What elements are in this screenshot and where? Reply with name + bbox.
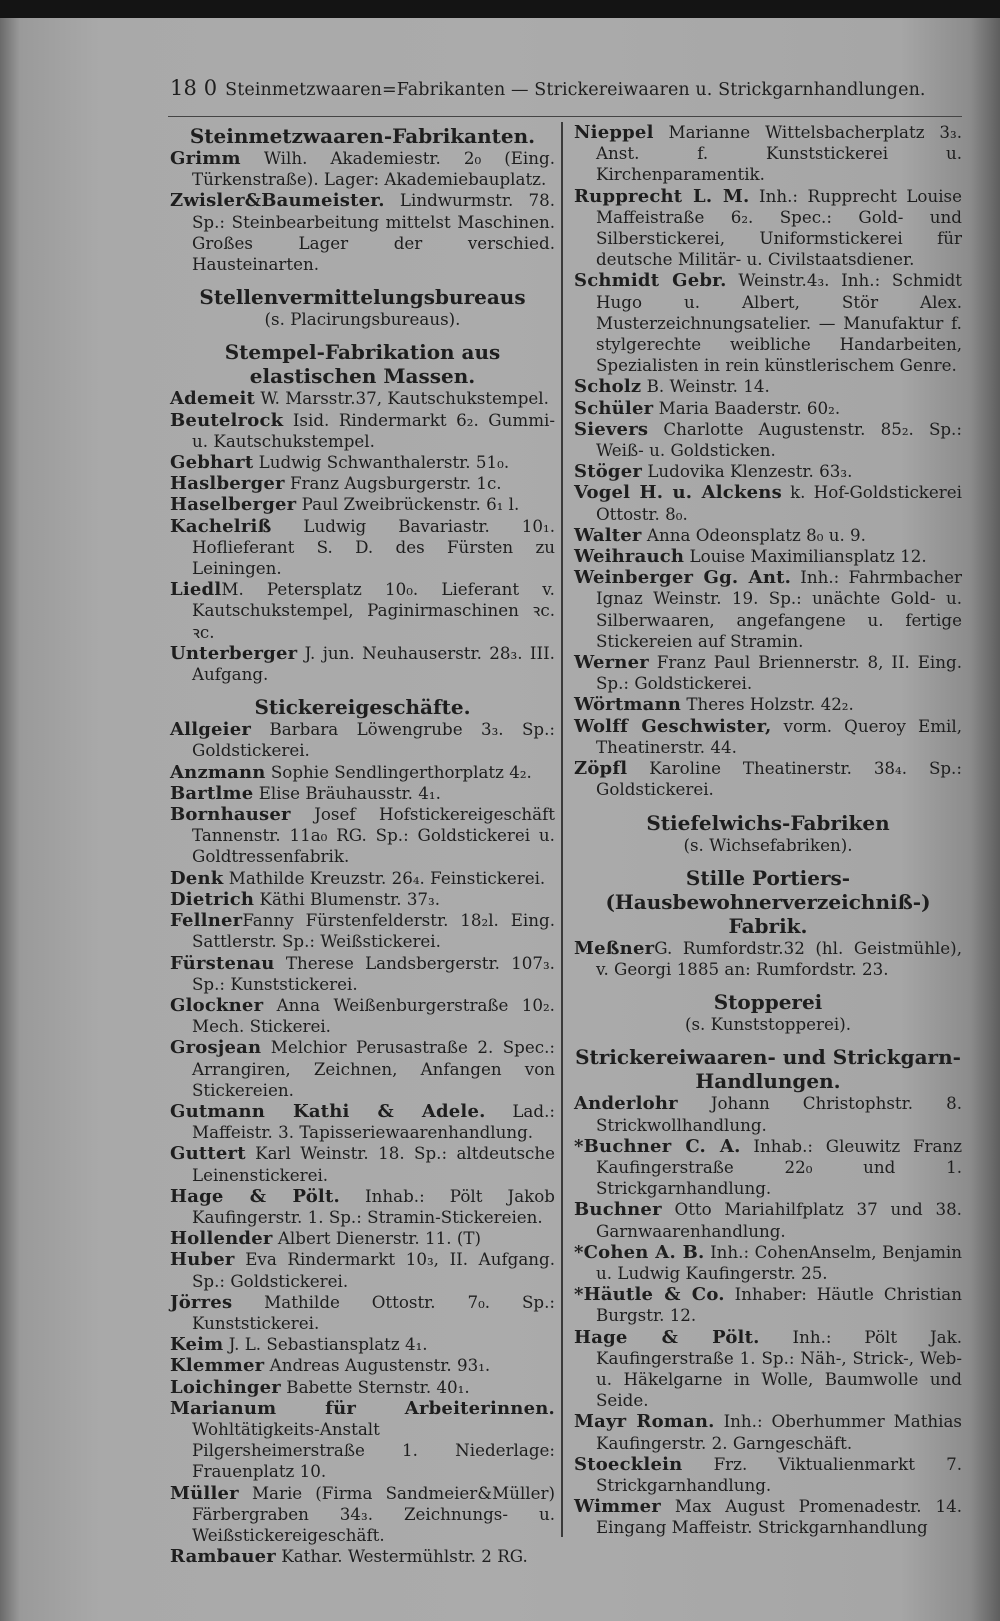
directory-entry xyxy=(574,567,962,652)
entry-name: Meßner xyxy=(574,937,655,959)
entry-details: Inh.: CohenAnselm, Benjamin u. Ludwig Kaufingerstr. 25. xyxy=(596,1241,962,1283)
entry-details: Inhab.: Gleuwitz Franz Kaufingerstraße 22₀ und 1. Strickgarnhandlung. xyxy=(596,1135,962,1199)
directory-entry xyxy=(170,452,555,473)
entry-name: Liedl xyxy=(170,579,222,601)
entry-name: Weinberger Gg. Ant. xyxy=(574,567,792,589)
section-title: Stickereigeschäfte. xyxy=(254,695,471,720)
entry-name: Stoecklein xyxy=(574,1453,683,1475)
entry-name: Grosjean xyxy=(170,1037,262,1059)
section-title: Stellenvermittelungsbureaus xyxy=(199,285,526,310)
entry-details: Franz Augsburgerstr. 1c. xyxy=(284,473,502,494)
directory-entry xyxy=(574,758,962,800)
directory-entry xyxy=(170,190,555,275)
entry-details: Anna Odeonsplatz 8₀ u. 9. xyxy=(641,524,866,545)
header-rule xyxy=(168,116,962,117)
entry-details: Karoline Theatinerstr. 38₄. Sp.: Goldstickerei. xyxy=(596,758,962,800)
directory-entry xyxy=(170,1398,555,1483)
entry-details: Inhab.: Pölt Jakob Kaufingerstr. 1. Sp.: Stramin-Stickereien. xyxy=(192,1185,555,1227)
entry-details: B. Weinstr. 14. xyxy=(641,376,770,397)
entry-details: Ludwig Bavariastr. 10₁. Hoflieferant S. D. des Fürsten zu Leiningen. xyxy=(192,515,555,579)
cross-reference: (s. Wichsefabriken). xyxy=(683,834,853,855)
entry-details: Maria Baaderstr. 60₂. xyxy=(653,397,841,418)
entry-details: Melchior Perusastraße 2. Spec.: Arrangiren, Zeichnen, Anfangen von Stickereien. xyxy=(192,1037,555,1100)
entry-details: Elise Bräuhausstr. 4₁. xyxy=(253,782,441,803)
directory-entry xyxy=(170,643,555,685)
directory-entry xyxy=(574,652,962,694)
directory-entry xyxy=(170,719,555,761)
directory-entry xyxy=(170,1546,555,1567)
entry-name: Denk xyxy=(170,867,224,889)
entry-details: Josef Hofstickereigeschäft Tannenstr. 11a₀ RG. Sp.: Goldstickerei u. Goldtressenfabrik. xyxy=(192,804,555,867)
entry-details: Franz Paul Briennerstr. 8, II. Eing. Sp.: Goldstickerei. xyxy=(596,652,962,694)
directory-entry xyxy=(574,376,962,397)
entry-name: Weihrauch xyxy=(574,546,685,568)
entry-name: Huber xyxy=(170,1249,235,1271)
entry-details: Johann Christophstr. 8. Strickwollhandlung. xyxy=(596,1093,962,1135)
entry-details: Inh.: Pölt Jak. Kaufingerstraße 1. Sp.: Näh-, Strick-, Web- u. Häkelgarne in Wolle, Baumwolle und Seide. xyxy=(596,1326,963,1411)
entry-name: Haselberger xyxy=(170,494,297,516)
directory-entry xyxy=(574,270,962,376)
entry-details: Ludovika Klenzestr. 63₃. xyxy=(642,461,853,482)
directory-entry xyxy=(170,1377,555,1398)
directory-entry xyxy=(574,938,962,980)
section-title: Stopperei xyxy=(713,990,823,1015)
entry-details: Mathilde Kreuzstr. 26₄. Feinstickerei. xyxy=(223,867,546,888)
running-title: Steinmetzwaaren=Fabrikanten — Strickereiwaaren u. Strickgarnhandlungen. xyxy=(225,80,926,100)
directory-entry xyxy=(170,1228,555,1249)
section-title: Stiefelwichs-Fabriken xyxy=(646,810,890,835)
entry-name: Gutmann Kathi & Adele. xyxy=(170,1100,486,1122)
entry-name: Allgeier xyxy=(170,719,252,741)
entry-name: Rambauer xyxy=(170,1546,276,1568)
entry-name: Rupprecht L. M. xyxy=(574,185,750,207)
entry-details: Marianne Wittelsbacherplatz 3₃. Anst. f. Kunststickerei u. Kirchenparamentik. xyxy=(596,122,962,185)
directory-entry xyxy=(574,1242,962,1284)
entry-details: Charlotte Augustenstr. 85₂. Sp.: Weiß- u. Goldsticken. xyxy=(596,418,962,461)
directory-entry xyxy=(170,762,555,783)
entry-details: Lindwurmstr. 78. Sp.: Steinbearbeitung mittelst Maschinen. Großes Lager der verschied. Hausteinarten. xyxy=(192,190,555,275)
entry-name: Jörres xyxy=(170,1291,233,1313)
directory-entry xyxy=(170,1292,555,1334)
directory-entry xyxy=(574,461,962,482)
entry-details: Anna Weißenburgerstraße 10₂. Mech. Stickerei. xyxy=(192,994,555,1037)
directory-entry xyxy=(170,1143,555,1185)
directory-entry xyxy=(574,1284,962,1326)
entry-name: Wimmer xyxy=(574,1496,661,1518)
directory-entry xyxy=(574,122,962,186)
entry-details: Wilh. Akademiestr. 2₀ (Eing. Türkenstraße). Lager: Akademiebauplatz. xyxy=(192,148,555,190)
entry-name: Schüler xyxy=(574,397,654,419)
directory-entry xyxy=(170,410,555,452)
directory-entry xyxy=(574,1496,962,1538)
directory-entry xyxy=(574,1454,962,1496)
directory-entry xyxy=(170,868,555,889)
section-title: Steinmetzwaaren-Fabrikanten. xyxy=(189,124,536,148)
page-number: 18 0 xyxy=(170,76,218,100)
directory-entry xyxy=(170,804,555,868)
directory-entry xyxy=(574,1136,962,1200)
entry-details: Inh.: Fahrmbacher Ignaz Weinstr. 19. Sp.: unächte Gold- u. Silberwaaren, angefangene u. fertige Stickereien auf Stramin. xyxy=(596,567,962,651)
running-header xyxy=(170,76,960,100)
entry-name: Sievers xyxy=(574,418,649,440)
entry-name: Grimm xyxy=(170,148,241,169)
entry-details: W. Marsstr.37, Kautschukstempel. xyxy=(255,388,549,409)
entry-details: Paul Zweibrückenstr. 6₁ l. xyxy=(296,494,520,515)
entry-name: Glockner xyxy=(170,994,264,1016)
directory-entry xyxy=(574,1411,962,1453)
entry-name: Bartlme xyxy=(170,782,254,804)
section-title: Stempel-Fabrikation aus elastischen Massen. xyxy=(224,340,501,389)
directory-entry xyxy=(574,1199,962,1241)
entry-name: Hollender xyxy=(170,1228,273,1250)
directory-entry xyxy=(574,1093,962,1135)
directory-entry xyxy=(170,494,555,515)
entry-details: Isid. Rindermarkt 6₂. Gummi- u. Kautschukstempel. xyxy=(192,409,555,451)
column-divider xyxy=(561,122,563,1537)
entry-details: Inhaber: Häutle Christian Burgstr. 12. xyxy=(596,1284,962,1326)
entry-details: vorm. Queroy Emil, Theatinerstr. 44. xyxy=(596,715,963,757)
entry-details: Weinstr.4₃. Inh.: Schmidt Hugo u. Albert, Stör Alex. Musterzeichnungsatelier. — Manufaktur f. stylgerechte weibliche Handarbeiten, Spezialisten in rein künstlerischem Genre. xyxy=(596,270,962,376)
directory-entry xyxy=(170,1334,555,1355)
directory-entry xyxy=(170,516,555,580)
entry-details: Eva Rindermarkt 10₃, II. Aufgang. Sp.: Goldstickerei. xyxy=(192,1249,555,1291)
directory-entry xyxy=(574,482,962,524)
entry-details: Käthi Blumenstr. 37₃. xyxy=(254,888,441,909)
entry-details: Mathilde Ottostr. 7₀. Sp.: Kunststickerei. xyxy=(192,1291,555,1333)
directory-entry xyxy=(170,783,555,804)
entry-details: G. Rumfordstr.32 (hl. Geistmühle), v. Georgi 1885 an: Rumfordstr. 23. xyxy=(596,937,962,979)
directory-entry xyxy=(574,716,962,758)
entry-details: Babette Sternstr. 40₁. xyxy=(281,1376,470,1397)
entry-name: Mayr Roman. xyxy=(574,1411,715,1433)
directory-entry xyxy=(170,388,555,409)
entry-details: Sophie Sendlingerthorplatz 4₂. xyxy=(265,761,532,782)
entry-details: Lad.: Maffeistr. 3. Tapisseriewaarenhandlung. xyxy=(192,1100,555,1143)
entry-name: Zwisler&Baumeister. xyxy=(170,190,385,212)
entry-details: Theres Holzstr. 42₂. xyxy=(681,694,854,715)
entry-name: Bornhauser xyxy=(170,804,291,826)
entry-name: Kachelriß xyxy=(170,515,272,537)
entry-details: J. jun. Neuhauserstr. 28₃. III. Aufgang. xyxy=(192,642,555,685)
entry-name: Wörtmann xyxy=(574,694,682,716)
entry-details: M. Petersplatz 10₀. Lieferant v. Kautschukstempel, Paginirmaschinen ꝛc. ꝛc. xyxy=(192,579,555,642)
directory-entry xyxy=(574,419,962,461)
scanned-page xyxy=(0,18,1000,1621)
directory-entry xyxy=(170,148,555,190)
directory-entry xyxy=(574,694,962,715)
directory-entry xyxy=(170,889,555,910)
entry-name: Zöpfl xyxy=(574,758,628,780)
entry-name: Müller xyxy=(170,1482,239,1504)
section-title: Stille Portiers- (Hausbewohnerverzeichniß-) Fabrik. xyxy=(605,865,931,938)
entry-details: Frz. Viktualienmarkt 7. Strickgarnhandlung. xyxy=(596,1453,962,1495)
entry-details: Therese Landsbergerstr. 107₃. Sp.: Kunststickerei. xyxy=(192,952,555,994)
directory-entry xyxy=(170,995,555,1037)
entry-details: Otto Mariahilfplatz 37 und 38. Garnwaarenhandlung. xyxy=(596,1199,962,1241)
entry-details: Andreas Augustenstr. 93₁. xyxy=(264,1355,491,1376)
entry-details: Max August Promenadestr. 14. Eingang Maffeistr. Strickgarnhandlung xyxy=(596,1496,962,1538)
directory-entry xyxy=(170,1483,555,1547)
right-column xyxy=(574,122,962,1539)
entry-name: Dietrich xyxy=(170,888,255,910)
entry-details: Inh.: Rupprecht Louise Maffeistraße 6₂. Spec.: Gold- und Silberstickerei, Uniformstickerei für deutsche Militär- u. Civilstaatsdiener. xyxy=(596,185,962,270)
entry-name: Buchner xyxy=(574,1199,662,1221)
entry-name: Beutelrock xyxy=(170,409,284,431)
directory-entry xyxy=(574,525,962,546)
entry-name: Keim xyxy=(170,1334,224,1356)
entry-name: Anderlohr xyxy=(574,1093,678,1115)
entry-name: Wolff Geschwister, xyxy=(574,715,772,737)
entry-details: Louise Maximiliansplatz 12. xyxy=(684,546,927,567)
entry-name: Guttert xyxy=(170,1143,246,1165)
entry-name: *Häutle & Co. xyxy=(574,1284,725,1306)
entry-name: Anzmann xyxy=(170,761,266,783)
entry-name: Hage & Pölt. xyxy=(170,1185,340,1207)
entry-name: Walter xyxy=(574,524,642,546)
entry-details: Marie (Firma Sandmeier&Müller) Färbergraben 34₃. Zeichnungs- u. Weißstickereigeschäft. xyxy=(192,1482,555,1545)
cross-reference: (s. Kunststopperei). xyxy=(684,1014,852,1035)
entry-name: Vogel H. u. Alckens xyxy=(574,482,782,504)
entry-name: Hage & Pölt. xyxy=(574,1326,760,1348)
entry-details: Inh.: Oberhummer Mathias Kaufingerstr. 2. Garngeschäft. xyxy=(596,1411,962,1453)
entry-name: Marianum für Arbeiterinnen. xyxy=(170,1397,555,1419)
directory-entry xyxy=(170,1101,555,1143)
entry-name: *Buchner C. A. xyxy=(574,1135,741,1157)
entry-details: Kathar. Westermühlstr. 2 RG. xyxy=(275,1546,528,1567)
entry-name: Gebhart xyxy=(170,452,254,474)
entry-details: Wohltätigkeits-Anstalt Pilgersheimerstraße 1. Niederlage: Frauenplatz 10. xyxy=(192,1418,555,1482)
entry-details: Ludwig Schwanthalerstr. 51₀. xyxy=(253,452,510,473)
entry-details: Karl Weinstr. 18. Sp.: altdeutsche Leinenstickerei. xyxy=(192,1143,555,1185)
directory-entry xyxy=(574,398,962,419)
cross-reference: (s. Placirungsbureaus). xyxy=(264,309,461,330)
directory-entry xyxy=(170,1037,555,1101)
entry-name: Loichinger xyxy=(170,1376,281,1398)
entry-name: Ademeit xyxy=(170,388,256,410)
entry-name: Klemmer xyxy=(170,1355,265,1377)
directory-entry xyxy=(574,546,962,567)
entry-name: Fellner xyxy=(170,910,243,932)
entry-details: k. Hof-Goldstickerei Ottostr. 8₀. xyxy=(596,482,962,524)
directory-entry xyxy=(170,953,555,995)
directory-entry xyxy=(170,1249,555,1291)
directory-entry xyxy=(170,473,555,494)
directory-entry xyxy=(170,910,555,952)
entry-name: Nieppel xyxy=(574,122,654,143)
entry-name: *Cohen A. B. xyxy=(574,1241,705,1263)
directory-entry xyxy=(574,186,962,271)
entry-name: Fürstenau xyxy=(170,952,275,974)
directory-entry xyxy=(574,1327,962,1412)
directory-entry xyxy=(170,1186,555,1228)
entry-details: Albert Dienerstr. 11. (T) xyxy=(272,1228,482,1249)
directory-entry xyxy=(170,1355,555,1376)
directory-entry xyxy=(170,579,555,643)
entry-name: Werner xyxy=(574,652,649,674)
entry-name: Scholz xyxy=(574,376,642,398)
entry-name: Unterberger xyxy=(170,642,298,664)
left-column xyxy=(170,122,555,1567)
entry-details: J. L. Sebastiansplatz 4₁. xyxy=(223,1334,428,1355)
section-title: Strickereiwaaren- und Strickgarn-Handlungen. xyxy=(575,1045,961,1094)
entry-details: Fanny Fürstenfelderstr. 18₂l. Eing. Sattlerstr. Sp.: Weißstickerei. xyxy=(192,910,555,952)
entry-name: Haslberger xyxy=(170,473,285,495)
entry-name: Schmidt Gebr. xyxy=(574,270,727,292)
entry-name: Stöger xyxy=(574,461,643,483)
entry-details: Barbara Löwengrube 3₃. Sp.: Goldstickerei. xyxy=(192,719,555,761)
